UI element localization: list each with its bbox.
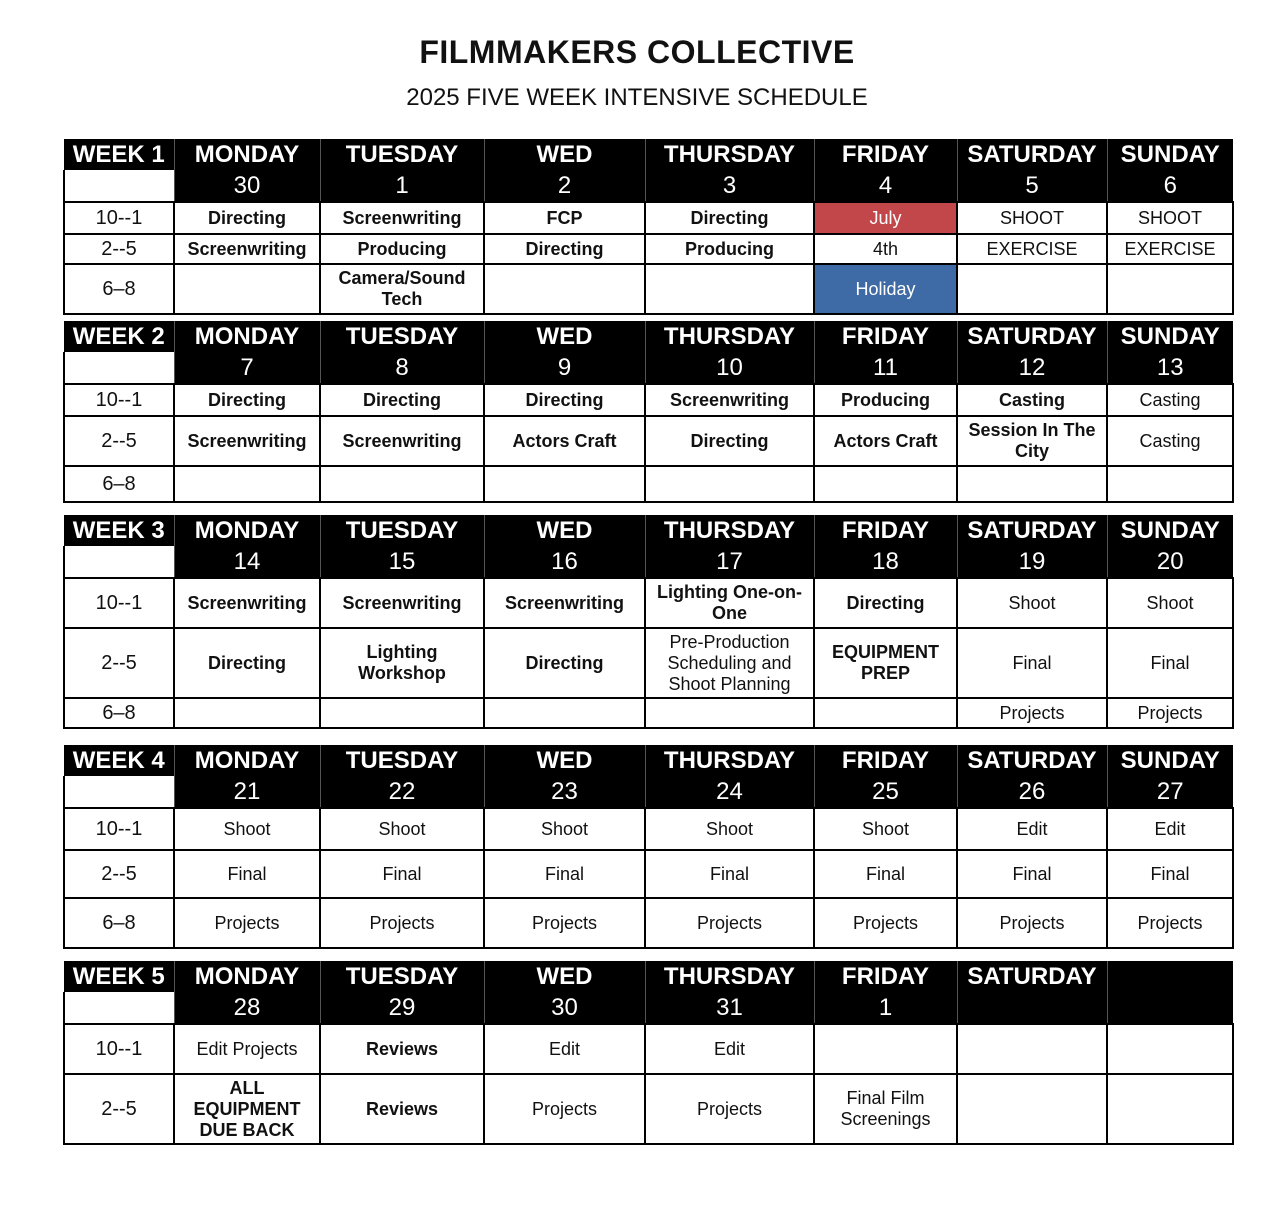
week-date-spacer — [64, 170, 174, 202]
session-projects: Projects — [957, 698, 1107, 728]
session-directing: Directing — [484, 628, 645, 698]
date-cell: 26 — [957, 776, 1107, 808]
session-shoot: Shoot — [957, 578, 1107, 628]
date-cell: 30 — [484, 992, 645, 1024]
date-cell: 18 — [814, 546, 957, 578]
time-slot-label: 2--5 — [64, 416, 174, 466]
week-date-spacer — [64, 992, 174, 1024]
empty-cell — [320, 698, 484, 728]
session-exercise: EXERCISE — [957, 234, 1107, 264]
session-directing: Directing — [645, 202, 814, 234]
session-projects: Projects — [1107, 898, 1233, 948]
week-label: WEEK 1 — [64, 139, 174, 170]
date-cell: 10 — [645, 352, 814, 384]
session-camera-sound-tech: Camera/Sound Tech — [320, 264, 484, 314]
session-shoot: Shoot — [174, 808, 320, 850]
empty-cell — [957, 264, 1107, 314]
date-cell: 21 — [174, 776, 320, 808]
empty-cell — [320, 466, 484, 502]
day-header-wed: WED — [484, 961, 645, 992]
page-title: FILMMAKERS COLLECTIVE — [419, 34, 855, 70]
day-header-wed: WED — [484, 321, 645, 352]
empty-cell — [814, 466, 957, 502]
day-header-friday: FRIDAY — [814, 321, 957, 352]
session-shoot: Shoot — [645, 808, 814, 850]
day-header-saturday: SATURDAY — [957, 515, 1107, 546]
date-cell: 27 — [1107, 776, 1233, 808]
week-label: WEEK 3 — [64, 515, 174, 546]
session-final: Final — [174, 850, 320, 898]
time-slot-label: 10--1 — [64, 384, 174, 416]
day-header-monday: MONDAY — [174, 515, 320, 546]
day-header-sunday: SUNDAY — [1107, 745, 1233, 776]
session-directing: Directing — [484, 384, 645, 416]
day-header-thursday: THURSDAY — [645, 139, 814, 170]
date-cell: 1 — [320, 170, 484, 202]
date-cell: 17 — [645, 546, 814, 578]
day-header-sunday: SUNDAY — [1107, 139, 1233, 170]
session-screenwriting: Screenwriting — [645, 384, 814, 416]
date-cell: 8 — [320, 352, 484, 384]
session-edit-projects: Edit Projects — [174, 1024, 320, 1074]
time-slot-label: 10--1 — [64, 808, 174, 850]
day-header-saturday: SATURDAY — [957, 961, 1107, 992]
session-screenwriting: Screenwriting — [484, 578, 645, 628]
time-slot-label: 6–8 — [64, 898, 174, 948]
session-shoot: SHOOT — [957, 202, 1107, 234]
day-header-thursday: THURSDAY — [645, 961, 814, 992]
day-header-saturday: SATURDAY — [957, 745, 1107, 776]
session-pre-production-scheduling-and-shoot-planning: Pre-Production Scheduling and Shoot Planning — [645, 628, 814, 698]
empty-cell — [174, 466, 320, 502]
date-cell: 4 — [814, 170, 957, 202]
session-directing: Directing — [484, 234, 645, 264]
session-shoot: SHOOT — [1107, 202, 1233, 234]
session-actors-craft: Actors Craft — [814, 416, 957, 466]
day-header-thursday: THURSDAY — [645, 321, 814, 352]
session-screenwriting: Screenwriting — [174, 416, 320, 466]
empty-cell — [957, 466, 1107, 502]
week-label: WEEK 2 — [64, 321, 174, 352]
session-projects: Projects — [1107, 698, 1233, 728]
session-shoot: Shoot — [1107, 578, 1233, 628]
session-final: Final — [1107, 850, 1233, 898]
date-cell: 22 — [320, 776, 484, 808]
session-all-equipment-due-back: ALL EQUIPMENT DUE BACK — [174, 1074, 320, 1144]
day-header-tuesday: TUESDAY — [320, 515, 484, 546]
date-cell: 12 — [957, 352, 1107, 384]
session-final: Final — [484, 850, 645, 898]
day-header-tuesday: TUESDAY — [320, 745, 484, 776]
day-header-saturday: SATURDAY — [957, 321, 1107, 352]
day-header-monday: MONDAY — [174, 139, 320, 170]
session-projects: Projects — [957, 898, 1107, 948]
date-cell: 19 — [957, 546, 1107, 578]
date-cell: 30 — [174, 170, 320, 202]
empty-cell — [174, 264, 320, 314]
session-directing: Directing — [174, 384, 320, 416]
day-header-sunday: SUNDAY — [1107, 321, 1233, 352]
day-header-wed: WED — [484, 515, 645, 546]
day-header-wed: WED — [484, 745, 645, 776]
date-cell: 9 — [484, 352, 645, 384]
session-shoot: Shoot — [320, 808, 484, 850]
session-shoot: Shoot — [484, 808, 645, 850]
session-casting: Casting — [957, 384, 1107, 416]
session-equipment-prep: EQUIPMENT PREP — [814, 628, 957, 698]
date-cell: 15 — [320, 546, 484, 578]
session-edit: Edit — [484, 1024, 645, 1074]
date-cell: 11 — [814, 352, 957, 384]
session-july: July — [814, 202, 957, 234]
session-final: Final — [645, 850, 814, 898]
date-cell — [957, 992, 1107, 1024]
time-slot-label: 6–8 — [64, 264, 174, 314]
session-session-in-the-city: Session In The City — [957, 416, 1107, 466]
date-cell: 3 — [645, 170, 814, 202]
session-edit: Edit — [1107, 808, 1233, 850]
date-cell: 20 — [1107, 546, 1233, 578]
session-screenwriting: Screenwriting — [320, 578, 484, 628]
day-header-tuesday: TUESDAY — [320, 321, 484, 352]
date-cell: 23 — [484, 776, 645, 808]
session-reviews: Reviews — [320, 1024, 484, 1074]
session-projects: Projects — [320, 898, 484, 948]
session-directing: Directing — [174, 628, 320, 698]
day-header-tuesday: TUESDAY — [320, 961, 484, 992]
week-1-table — [63, 139, 1232, 315]
empty-cell — [484, 264, 645, 314]
session-screenwriting: Screenwriting — [320, 202, 484, 234]
date-cell — [1107, 992, 1233, 1024]
time-slot-label: 2--5 — [64, 628, 174, 698]
day-header-saturday: SATURDAY — [957, 139, 1107, 170]
session-directing: Directing — [645, 416, 814, 466]
session-lighting-one-on-one: Lighting One-on-One — [645, 578, 814, 628]
date-cell: 29 — [320, 992, 484, 1024]
session-screenwriting: Screenwriting — [174, 234, 320, 264]
week-5-table — [63, 961, 1232, 1145]
day-header-monday: MONDAY — [174, 745, 320, 776]
session-final: Final — [957, 850, 1107, 898]
session-directing: Directing — [320, 384, 484, 416]
time-slot-label: 10--1 — [64, 578, 174, 628]
empty-cell — [1107, 264, 1233, 314]
session-producing: Producing — [320, 234, 484, 264]
day-header-friday: FRIDAY — [814, 961, 957, 992]
session-final: Final — [814, 850, 957, 898]
session-casting: Casting — [1107, 384, 1233, 416]
session-holiday: Holiday — [814, 264, 957, 314]
week-2-table — [63, 321, 1232, 503]
date-cell: 7 — [174, 352, 320, 384]
day-header-monday: MONDAY — [174, 961, 320, 992]
date-cell: 25 — [814, 776, 957, 808]
empty-cell — [814, 1024, 957, 1074]
session-producing: Producing — [645, 234, 814, 264]
session-projects: Projects — [645, 898, 814, 948]
date-cell: 24 — [645, 776, 814, 808]
time-slot-label: 10--1 — [64, 202, 174, 234]
date-cell: 14 — [174, 546, 320, 578]
session-exercise: EXERCISE — [1107, 234, 1233, 264]
week-date-spacer — [64, 546, 174, 578]
session-actors-craft: Actors Craft — [484, 416, 645, 466]
empty-cell — [484, 698, 645, 728]
date-cell: 2 — [484, 170, 645, 202]
date-cell: 1 — [814, 992, 957, 1024]
week-label: WEEK 4 — [64, 745, 174, 776]
session-final-film-screenings: Final Film Screenings — [814, 1074, 957, 1144]
week-label: WEEK 5 — [64, 961, 174, 992]
session-reviews: Reviews — [320, 1074, 484, 1144]
session-projects: Projects — [174, 898, 320, 948]
day-header-tuesday: TUESDAY — [320, 139, 484, 170]
empty-cell — [645, 466, 814, 502]
session-final: Final — [1107, 628, 1233, 698]
session-projects: Projects — [645, 1074, 814, 1144]
empty-cell — [1107, 1074, 1233, 1144]
time-slot-label: 10--1 — [64, 1024, 174, 1074]
date-cell: 28 — [174, 992, 320, 1024]
empty-cell — [1107, 466, 1233, 502]
empty-cell — [957, 1024, 1107, 1074]
day-header-friday: FRIDAY — [814, 139, 957, 170]
week-date-spacer — [64, 776, 174, 808]
empty-cell — [814, 698, 957, 728]
empty-cell — [484, 466, 645, 502]
session-fcp: FCP — [484, 202, 645, 234]
day-header-sunday: SUNDAY — [1107, 515, 1233, 546]
empty-cell — [645, 264, 814, 314]
day-header-thursday: THURSDAY — [645, 515, 814, 546]
session-4th: 4th — [814, 234, 957, 264]
session-directing: Directing — [174, 202, 320, 234]
session-casting: Casting — [1107, 416, 1233, 466]
session-edit: Edit — [957, 808, 1107, 850]
date-cell: 5 — [957, 170, 1107, 202]
date-cell: 13 — [1107, 352, 1233, 384]
session-projects: Projects — [484, 1074, 645, 1144]
page-subtitle: 2025 FIVE WEEK INTENSIVE SCHEDULE — [406, 84, 868, 111]
session-final: Final — [320, 850, 484, 898]
session-shoot: Shoot — [814, 808, 957, 850]
session-screenwriting: Screenwriting — [320, 416, 484, 466]
week-4-table — [63, 745, 1232, 949]
empty-cell — [957, 1074, 1107, 1144]
empty-cell — [174, 698, 320, 728]
session-lighting-workshop: Lighting Workshop — [320, 628, 484, 698]
day-header-thursday: THURSDAY — [645, 745, 814, 776]
day-header-monday: MONDAY — [174, 321, 320, 352]
date-cell: 6 — [1107, 170, 1233, 202]
empty-cell — [1107, 1024, 1233, 1074]
session-producing: Producing — [814, 384, 957, 416]
day-header-friday: FRIDAY — [814, 745, 957, 776]
time-slot-label: 6–8 — [64, 466, 174, 502]
date-cell: 31 — [645, 992, 814, 1024]
empty-cell — [645, 698, 814, 728]
session-edit: Edit — [645, 1024, 814, 1074]
date-cell: 16 — [484, 546, 645, 578]
day-header-friday: FRIDAY — [814, 515, 957, 546]
time-slot-label: 2--5 — [64, 850, 174, 898]
week-date-spacer — [64, 352, 174, 384]
time-slot-label: 2--5 — [64, 234, 174, 264]
session-screenwriting: Screenwriting — [174, 578, 320, 628]
day-header-blank — [1107, 961, 1233, 992]
week-3-table — [63, 515, 1232, 729]
session-directing: Directing — [814, 578, 957, 628]
session-final: Final — [957, 628, 1107, 698]
time-slot-label: 2--5 — [64, 1074, 174, 1144]
session-projects: Projects — [814, 898, 957, 948]
day-header-wed: WED — [484, 139, 645, 170]
session-projects: Projects — [484, 898, 645, 948]
time-slot-label: 6–8 — [64, 698, 174, 728]
